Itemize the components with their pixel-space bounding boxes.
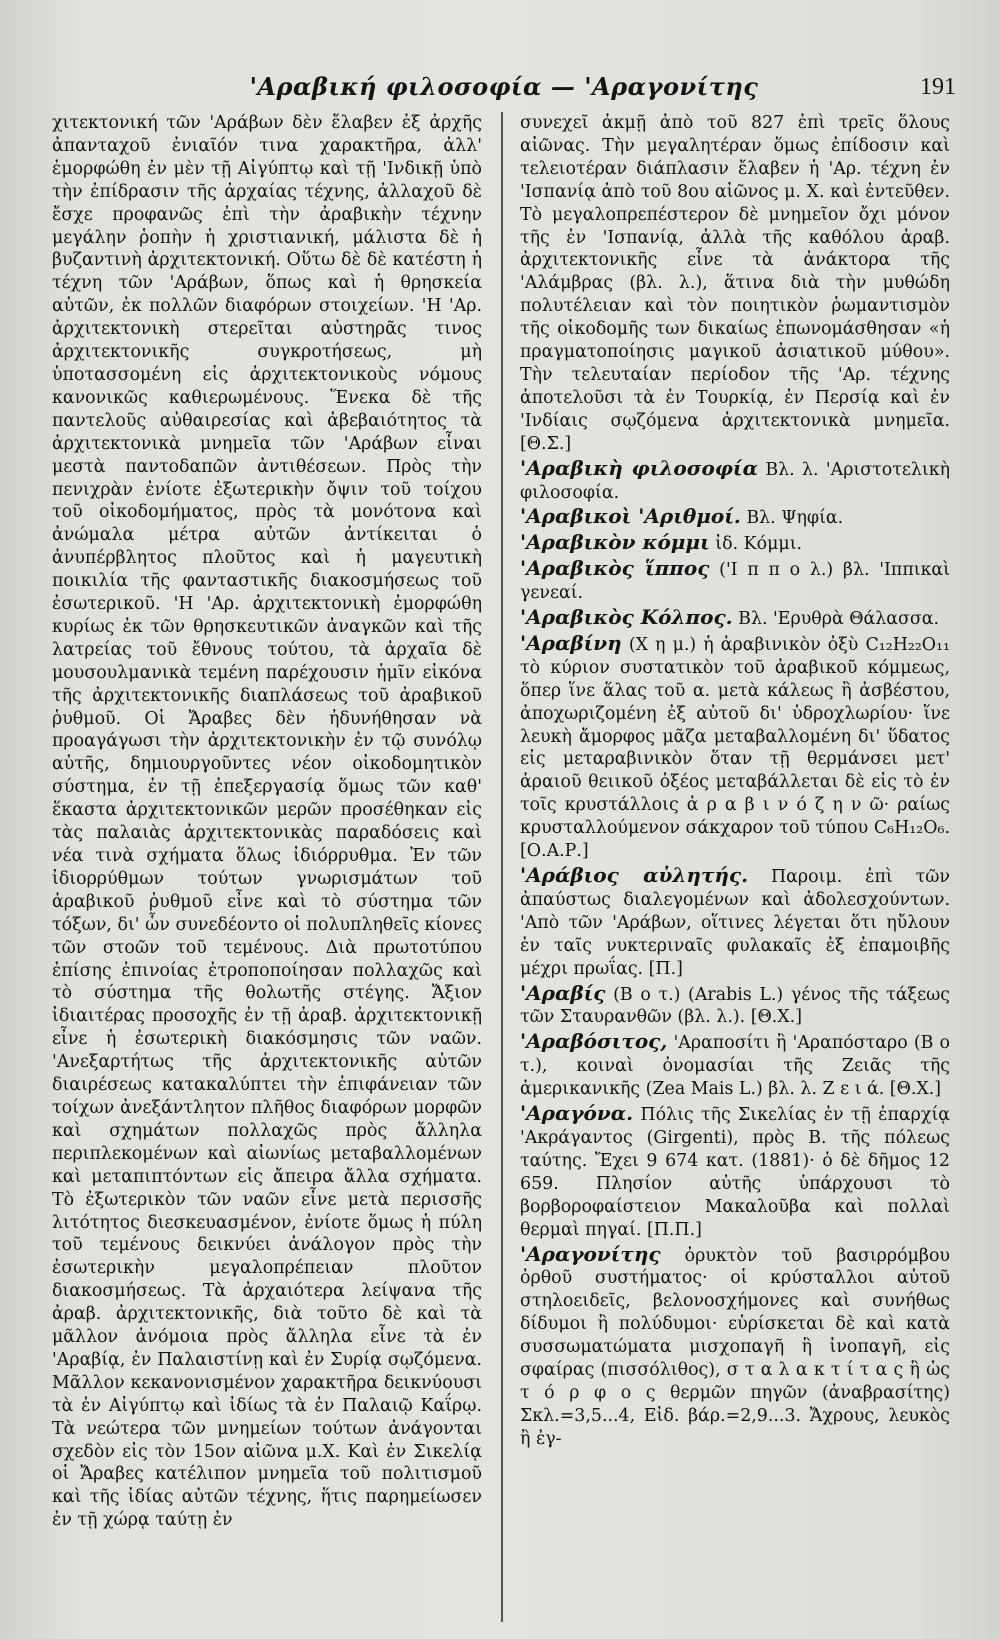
entry-headword: 'Αραβίς [520, 980, 606, 1005]
dictionary-entry [520, 606, 950, 631]
entry-text: ('Ι π π ο λ.) βλ. 'Ιππικαὶ γενεαί. [520, 560, 950, 604]
entry-text: Πόλις τῆς Σικελίας ἐν τῇ ἐπαρχίᾳ 'Ακράγαντος (Girgenti), πρὸς Β. τῆς πόλεως ταύτης. Ἔχει 9 674 κατ. (1881)· ὁ δὲ δῆμος 12 659. Πλησίον αὐτῆς ὑπάρχουσι τὸ βορβοροφαίστειον Μακαλοῦβα καὶ πολλαὶ θερμαὶ πηγαί. [Π.Π.] [520, 1105, 950, 1240]
page-header [52, 40, 956, 112]
text-columns [52, 112, 956, 1632]
entry-text: ἰδ. Κόμμι. [715, 534, 803, 555]
entry-headword: 'Αραβόσιτος, [520, 1029, 668, 1054]
entry-headword: 'Αραγόνα. [520, 1101, 634, 1126]
continued-paragraph: συνεχεῖ ἀκμῇ ἀπὸ τοῦ 827 ἐπὶ τρεῖς ὅλους αἰῶνας. Τὴν μεγαλητέραν ὅμως ἐπίδοσιν καὶ τελειοτέραν διάπλασιν ἔλαβεν ἡ 'Αρ. τέχνη ἐν 'Ισπανίᾳ ἀπὸ τοῦ 8ου αἰῶνος μ. Χ. καὶ ἐντεῦθεν. Τὸ μεγαλοπρεπέστερον δὲ μνημεῖον ὄχι μόνον τῆς ἐν 'Ισπανίᾳ, ἀλλὰ τῆς καθόλου ἀραβ. ἀρχιτεκτονικῆς εἶνε τὰ ἀνάκτορα τῆς 'Αλάμβρας (βλ. λ.), ἅτινα διὰ τὴν μυθώδη πολυτέλειαν καὶ τὸν ποιητικὸν ῥωμαντισμὸν τῆς οἰκοδομῆς των δικαίως ἐπωνομάσθησαν «ἡ πραγματοποίησις μαγικοῦ ἀσιατικοῦ μύθου». Τὴν τελευταίαν περίοδον τῆς 'Αρ. τέχνης ἀποτελοῦσι τὰ ἐν Τουρκίᾳ, ἐν Περσίᾳ καὶ ἐν 'Ινδίαις σῳζόμενα ἀρχιτεκτονικὰ μνημεῖα. [Θ.Σ.] [520, 113, 950, 454]
entry-headword: 'Αραγονίτης [520, 1241, 661, 1266]
paragraph: χιτεκτονική τῶν 'Αράβων δὲν ἔλαβεν ἐξ ἀρχῆς ἀπανταχοῦ ἐνιαῖόν τινα χαρακτῆρα, ἀλλ' ἐμορφώθη ἐν μὲν τῇ Αἰγύπτῳ καὶ τῇ 'Ινδικῇ ὑπὸ τὴν ἐπίδρασιν τῆς ἀρχαίας τέχνης, ἀλλαχοῦ δὲ ἔσχε προφανῶς ἐπὶ τὴν ἀραβικὴν τέχνην μεγάλην ῥοπὴν ἡ χριστιανική, μάλιστα δὲ ἡ βυζαντινὴ ἀρχιτεκτονική. Οὕτω δὲ δὲ κατέστη ἡ τέχνη τῶν 'Αράβων, ὅπως καὶ ἡ θρησκεία αὐτῶν, ἐκ πολλῶν διαφόρων στοιχείων. 'Η 'Αρ. ἀρχιτεκτονικὴ στερεῖται αὐστηρᾶς τινος ἀρχιτεκτονικῆς συγκροτήσεως, μὴ ὑποτασσομένη εἰς ἀρχιτεκτονικοὺς νόμους κανονικῶς καθιερωμένους. Ἕνεκα δὲ τῆς παντελοῦς αὐθαιρεσίας καὶ ἀβεβαιότητος τὰ ἀρχιτεκτονικὰ μνημεῖα τῶν 'Αράβων εἶναι μεστὰ παντοδαπῶν ἀντιθέσεων. Πρὸς τὴν πενιχρὰν ἐνίοτε ἐξωτερικὴν ὄψιν τοῦ τοίχου τοῦ οἰκοδομήματος, πρὸς τὰ μονότονα καὶ ἀνώμαλα μέτρα αὐτῶν ἀντίκειται ὁ ἀνυπέρβλητος πλοῦτος καὶ ἡ μαγευτικὴ ποικιλία τῆς φανταστικῆς διακοσμήσεως τοῦ ἐσωτερικοῦ. 'Η 'Αρ. ἀρχιτεκτονικὴ ἐμορφώθη κυρίως ἐκ τῶν θρησκευτικῶν ἀναγκῶν καὶ τῆς λατρείας τοῦ ἔθνους τούτου, τὰ ἀρχαῖα δὲ μουσουλμανικὰ τεμένη παρέχουσιν ἡμῖν εἰκόνα τῆς ἀρχιτεκτονικῆς διαπλάσεως τοῦ ἀραβικοῦ ῥυθμοῦ. Οἱ Ἄραβες δὲν ἠδυνήθησαν νὰ προαγάγωσι τὴν ἀρχιτεκτονικὴν ἐν τῷ συνόλῳ αὐτῆς, δημιουργοῦντες νέον οἰκοδομητικὸν σύστημα, ἐν τῇ ἐπεξεργασίᾳ ὅμως τῶν καθ' ἕκαστα ἀρχιτεκτονικῶν μερῶν προσέθηκαν εἰς τὰς παλαιὰς ἀρχιτεκτονικὰς παραδόσεις καὶ νέα τινὰ σχήματα ὅλως ἰδιόρρυθμα. Ἐν τῶν ἰδιορρύθμων τούτων γνωρισμάτων τοῦ ἀραβικοῦ ῥυθμοῦ εἶνε καὶ τὸ σύστημα τῶν τόξων, δι' ὧν συνεδέοντο οἱ πολυπληθεῖς κίονες τῶν στοῶν τοῦ τεμένους. Διὰ πρωτοτύπου ἐπίσης ἐπινοίας ἐτροποποίησαν πολλαχῶς καὶ τὸ σύστημα τῆς θολωτῆς στέγης. Ἄξιον ἰδιαιτέρας προσοχῆς ἐν τῇ ἀραβ. ἀρχιτεκτονικῇ εἶνε ἡ ἐσωτερικὴ διακόσμησις τῶν ναῶν. 'Ανεξαρτήτως τῆς ἀρχιτεκτονικῆς αὐτῶν διαιρέσεως κατακαλύπτει τὴν ἐπιφάνειαν τῶν τοίχων ἀνεξάντλητον πλῆθος διαφόρων μορφῶν καὶ σχημάτων πολλαχῶς πρὸς ἄλληλα περιπλεκομένων καὶ αἰωνίως μεταβαλλομένων καὶ μεταπιπτόντων εἰς ἄπειρα ἄλλα σχήματα. Τὸ ἐξωτερικὸν τῶν ναῶν εἶνε μετὰ περισσῆς λιτότητος διεσκευασμένον, ἐνίοτε ὅμως ἡ πύλη τοῦ τεμένους δεικνύει ἀνάλογον πρὸς τὴν ἐσωτερικὴν μεγαλοπρέπειαν πλοῦτον διακοσμήσεως. Τὰ ἀρχαιότερα λείψανα τῆς ἀραβ. ἀρχιτεκτονικῆς, διὰ τοῦτο δὲ καὶ τὰ μᾶλλον ἀνόμοια πρὸς ἄλληλα εἶνε τὰ ἐν 'Αραβίᾳ, ἐν Παλαιστίνῃ καὶ ἐν Συρίᾳ σῳζόμενα. Μᾶλλον κεκανονισμένον χαρακτῆρα δεικνύουσι τὰ ἐν Αἰγύπτῳ καὶ ἰδίως τὰ ἐν Παλαιῷ Καΐρῳ. Τὰ νεώτερα τῶν μνημείων τούτων ἀνάγονται σχεδὸν εἰς τὸν 15ον αἰῶνα μ.Χ. Καὶ ἐν Σικελίᾳ οἱ Ἄραβες κατέλιπον μνημεῖα τοῦ πολιτισμοῦ καὶ τῆς ἰδίας αὐτῶν τέχνης, ἥτις παρημείωσεν ἐν τῇ χώρᾳ ταύτῃ ἐν [52, 113, 482, 1531]
entry-text: 'Αραποσίτι ἢ 'Αραπόσταρο (Β ο τ.), κοιναὶ ὀνομασίαι τῆς Ζειᾶς τῆς ἀμερικανικῆς (Zea Mais L.) βλ. λ. Ζ ε ι ά. [Θ.Χ.] [520, 1033, 950, 1100]
entry-headword: 'Αραβικὸς ἵππος [520, 556, 710, 581]
entry-text: ὀρυκτὸν τοῦ βασιρρόμβου ὀρθοῦ συστήματος· οἱ κρύσταλλοι αὐτοῦ στηλοειδεῖς, βελονοσχήμονες καὶ συνήθως δίδυμοι ἢ πολύδυμοι· εὑρίσκεται δὲ καὶ κατὰ συσσωματώματα μισχοπαγῆ ἢ ἰνοπαγῆ, εἰς σφαίρας (πισσόλιθος), σ τ α λ α κ τ ί τ α ς ἢ ὡς τ ό ρ φ ο ς θερμῶν πηγῶν (ἀναβρασίτης) Σκλ.=3,5...4, Εἰδ. βάρ.=2,9...3. Ἄχρους, λευκὸς ἢ ἐγ- [520, 1245, 950, 1449]
page-number: 191 [920, 74, 956, 100]
running-head: 'Αραβική φιλοσοφία — 'Αραγονίτης [249, 72, 759, 101]
entry-headword: 'Αραβικὸς Κόλπος. [520, 605, 733, 630]
entry-headword: 'Αραβικοὶ 'Αριθμοί. [520, 504, 741, 529]
entry-text: (Β ο τ.) (Arabis L.) γένος τῆς τάξεως τῶν Σταυρανθῶν (βλ. λ.). [Θ.Χ.] [520, 984, 950, 1028]
right-column [520, 112, 950, 1632]
dictionary-entry [520, 505, 950, 530]
entry-text: Παροιμ. ἐπὶ τῶν ἀπαύστως διαλεγομένων καὶ ἀδολεσχούντων. 'Απὸ τῶν 'Αράβων, οἵτινες λέγεται ὅτι ηὔλουν ἐν ταῖς νυκτεριναῖς φυλακαῖς ἐξ ἐπαμοιβῆς μέχρι πρωΐας. [Π.] [520, 867, 950, 979]
entry-headword: 'Αραβικὸν κόμμι [520, 530, 710, 555]
entry-text: Βλ. 'Ερυθρὰ Θάλασσα. [738, 609, 940, 630]
entry-headword: 'Αράβιος αὐλητής. [520, 863, 749, 887]
entry-text: Βλ. λ. 'Αριστοτελικὴ φιλοσοφία. [520, 459, 950, 503]
dictionary-entry [520, 457, 950, 505]
dictionary-entry [520, 1243, 950, 1451]
left-column [52, 112, 482, 1632]
dictionary-entry [520, 982, 950, 1030]
dictionary-entry [520, 864, 950, 981]
dictionary-entry [520, 1102, 950, 1241]
dictionary-entry [520, 632, 950, 863]
entry-text: Βλ. Ψηφία. [746, 508, 844, 529]
dictionary-entry [520, 1030, 950, 1101]
entry-headword: 'Αραβίνη [520, 630, 622, 655]
dictionary-entry [520, 531, 950, 556]
dictionary-entry [520, 557, 950, 605]
entry-headword: 'Αραβικὴ φιλοσοφία [520, 455, 758, 480]
entry-text: (Χ η μ.) ἡ ἀραβινικὸν ὀξὺ C₁₂H₂₂O₁₁ τὸ κύριον συστατικὸν τοῦ ἀραβικοῦ κόμμεως, ὅπερ ἵνε ἅλας τοῦ α. μετὰ κάλεως ἢ ἀσβέστου, ἀποχωριζομένη ἐξ αὐτοῦ δι' ὑδροχλωρίου· ἵνε λευκὴ ἄμορφος μᾶζα μεταβαλλομένη δι' ὕδατος εἰς μεταραβινικὸν ὅταν τῇ θερμάνσει μετ' ἀραιοῦ θειικοῦ ὀξέος μεταβάλλεται δὲ εἰς τὸ ἐν τοῖς κρυστάλλοις ἀ ρ α β ι ν ό ζ η ν ῶ· ραίως κρυσταλλούμενον σάκχαρον τοῦ τύπου C₆H₁₂O₆. [Ο.Α.Ρ.] [520, 634, 950, 862]
column-divider [501, 112, 503, 1622]
